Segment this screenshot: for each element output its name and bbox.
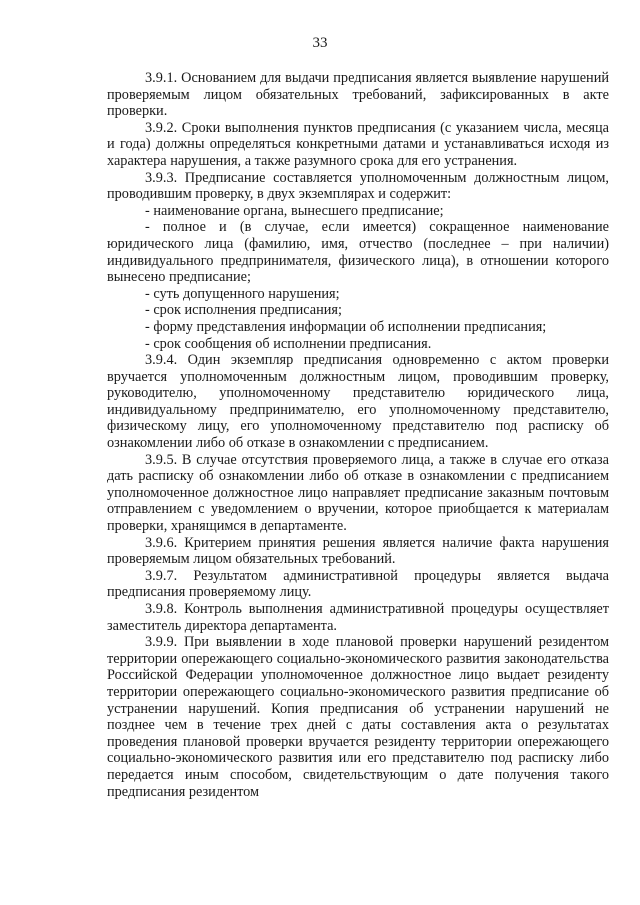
paragraph-3-9-8: 3.9.8. Контроль выполнения административной процедуры осуществляет заместитель директора департамента.: [107, 601, 609, 634]
paragraph-3-9-7: 3.9.7. Результатом административной процедуры является выдача предписания проверяемому лицу.: [107, 567, 609, 601]
list-item: - наименование органа, вынесшего предписание;: [145, 202, 444, 219]
list-item: - суть допущенного нарушения;: [145, 285, 340, 302]
paragraph-3-9-4: 3.9.4. Один экземпляр предписания одновременно с актом проверки вручается уполномоченным должностным лицом, проводившим проверку, руководителю, уполномоченному представителю юридического лица, индивидуальному предпринимателю, его уполномоченному представителю, физическому лицу, его уполномоченному представителю под расписку об ознакомлении либо об отказе в ознакомлении с предписанием.: [107, 352, 609, 452]
paragraph-3-9-5: 3.9.5. В случае отсутствия проверяемого лица, а также в случае его отказа дать расписку об ознакомлении либо об отказе в ознакомлении с предписанием уполномоченное должностное лицо направляет предписание заказным почтовым отправлением с уведомлением о вручении, которое приобщается к материалам проверки, хранящимся в департаменте.: [107, 451, 609, 535]
list-item: - срок исполнения предписания;: [145, 302, 342, 319]
paragraph-3-9-1: 3.9.1. Основанием для выдачи предписания является выявление нарушений проверяемым лицом обязательных требований, зафиксированных в акте проверки.: [107, 70, 609, 120]
paragraph-3-9-2: 3.9.2. Сроки выполнения пунктов предписания (с указанием числа, месяца и года) должны определяться конкретными датами и устанавливаться исходя из характера нарушения, а также разумного срока для его устранения.: [107, 119, 609, 169]
paragraph-3-9-3: 3.9.3. Предписание составляется уполномоченным должностным лицом, проводившим проверку, в двух экземплярах и содержит:: [107, 169, 609, 203]
list-item: - полное и (в случае, если имеется) сокращенное наименование юридического лица (фамилию, имя, отчество (последнее – при наличии) индивидуального предпринимателя, физического лица), в отношении которого вынесено предписание;: [107, 219, 609, 286]
paragraph-3-9-6: 3.9.6. Критерием принятия решения является наличие факта нарушения проверяемым лицом обязательных требований.: [107, 534, 609, 568]
page-number: 33: [312, 35, 328, 51]
list-item: - форму представления информации об исполнении предписания;: [145, 318, 547, 335]
list-item: - срок сообщения об исполнении предписания.: [145, 335, 432, 352]
document-body: [107, 70, 609, 800]
paragraph-3-9-9: 3.9.9. При выявлении в ходе плановой проверки нарушений резидентом территории опережающего социально-экономического развития законодательства Российской Федерации уполномоченное должностное лицо выдает резиденту территории опережающего социально-экономического развития предписание об устранении нарушений. Копия предписания об устранении нарушений не позднее чем в течение трех дней с даты составления акта о результатах проведения плановой проверки вручается резиденту территории опережающего социально-экономического развития или его представителю под расписку либо передается иным способом, свидетельствующим о дате получения такого предписания резидентом: [107, 634, 609, 800]
